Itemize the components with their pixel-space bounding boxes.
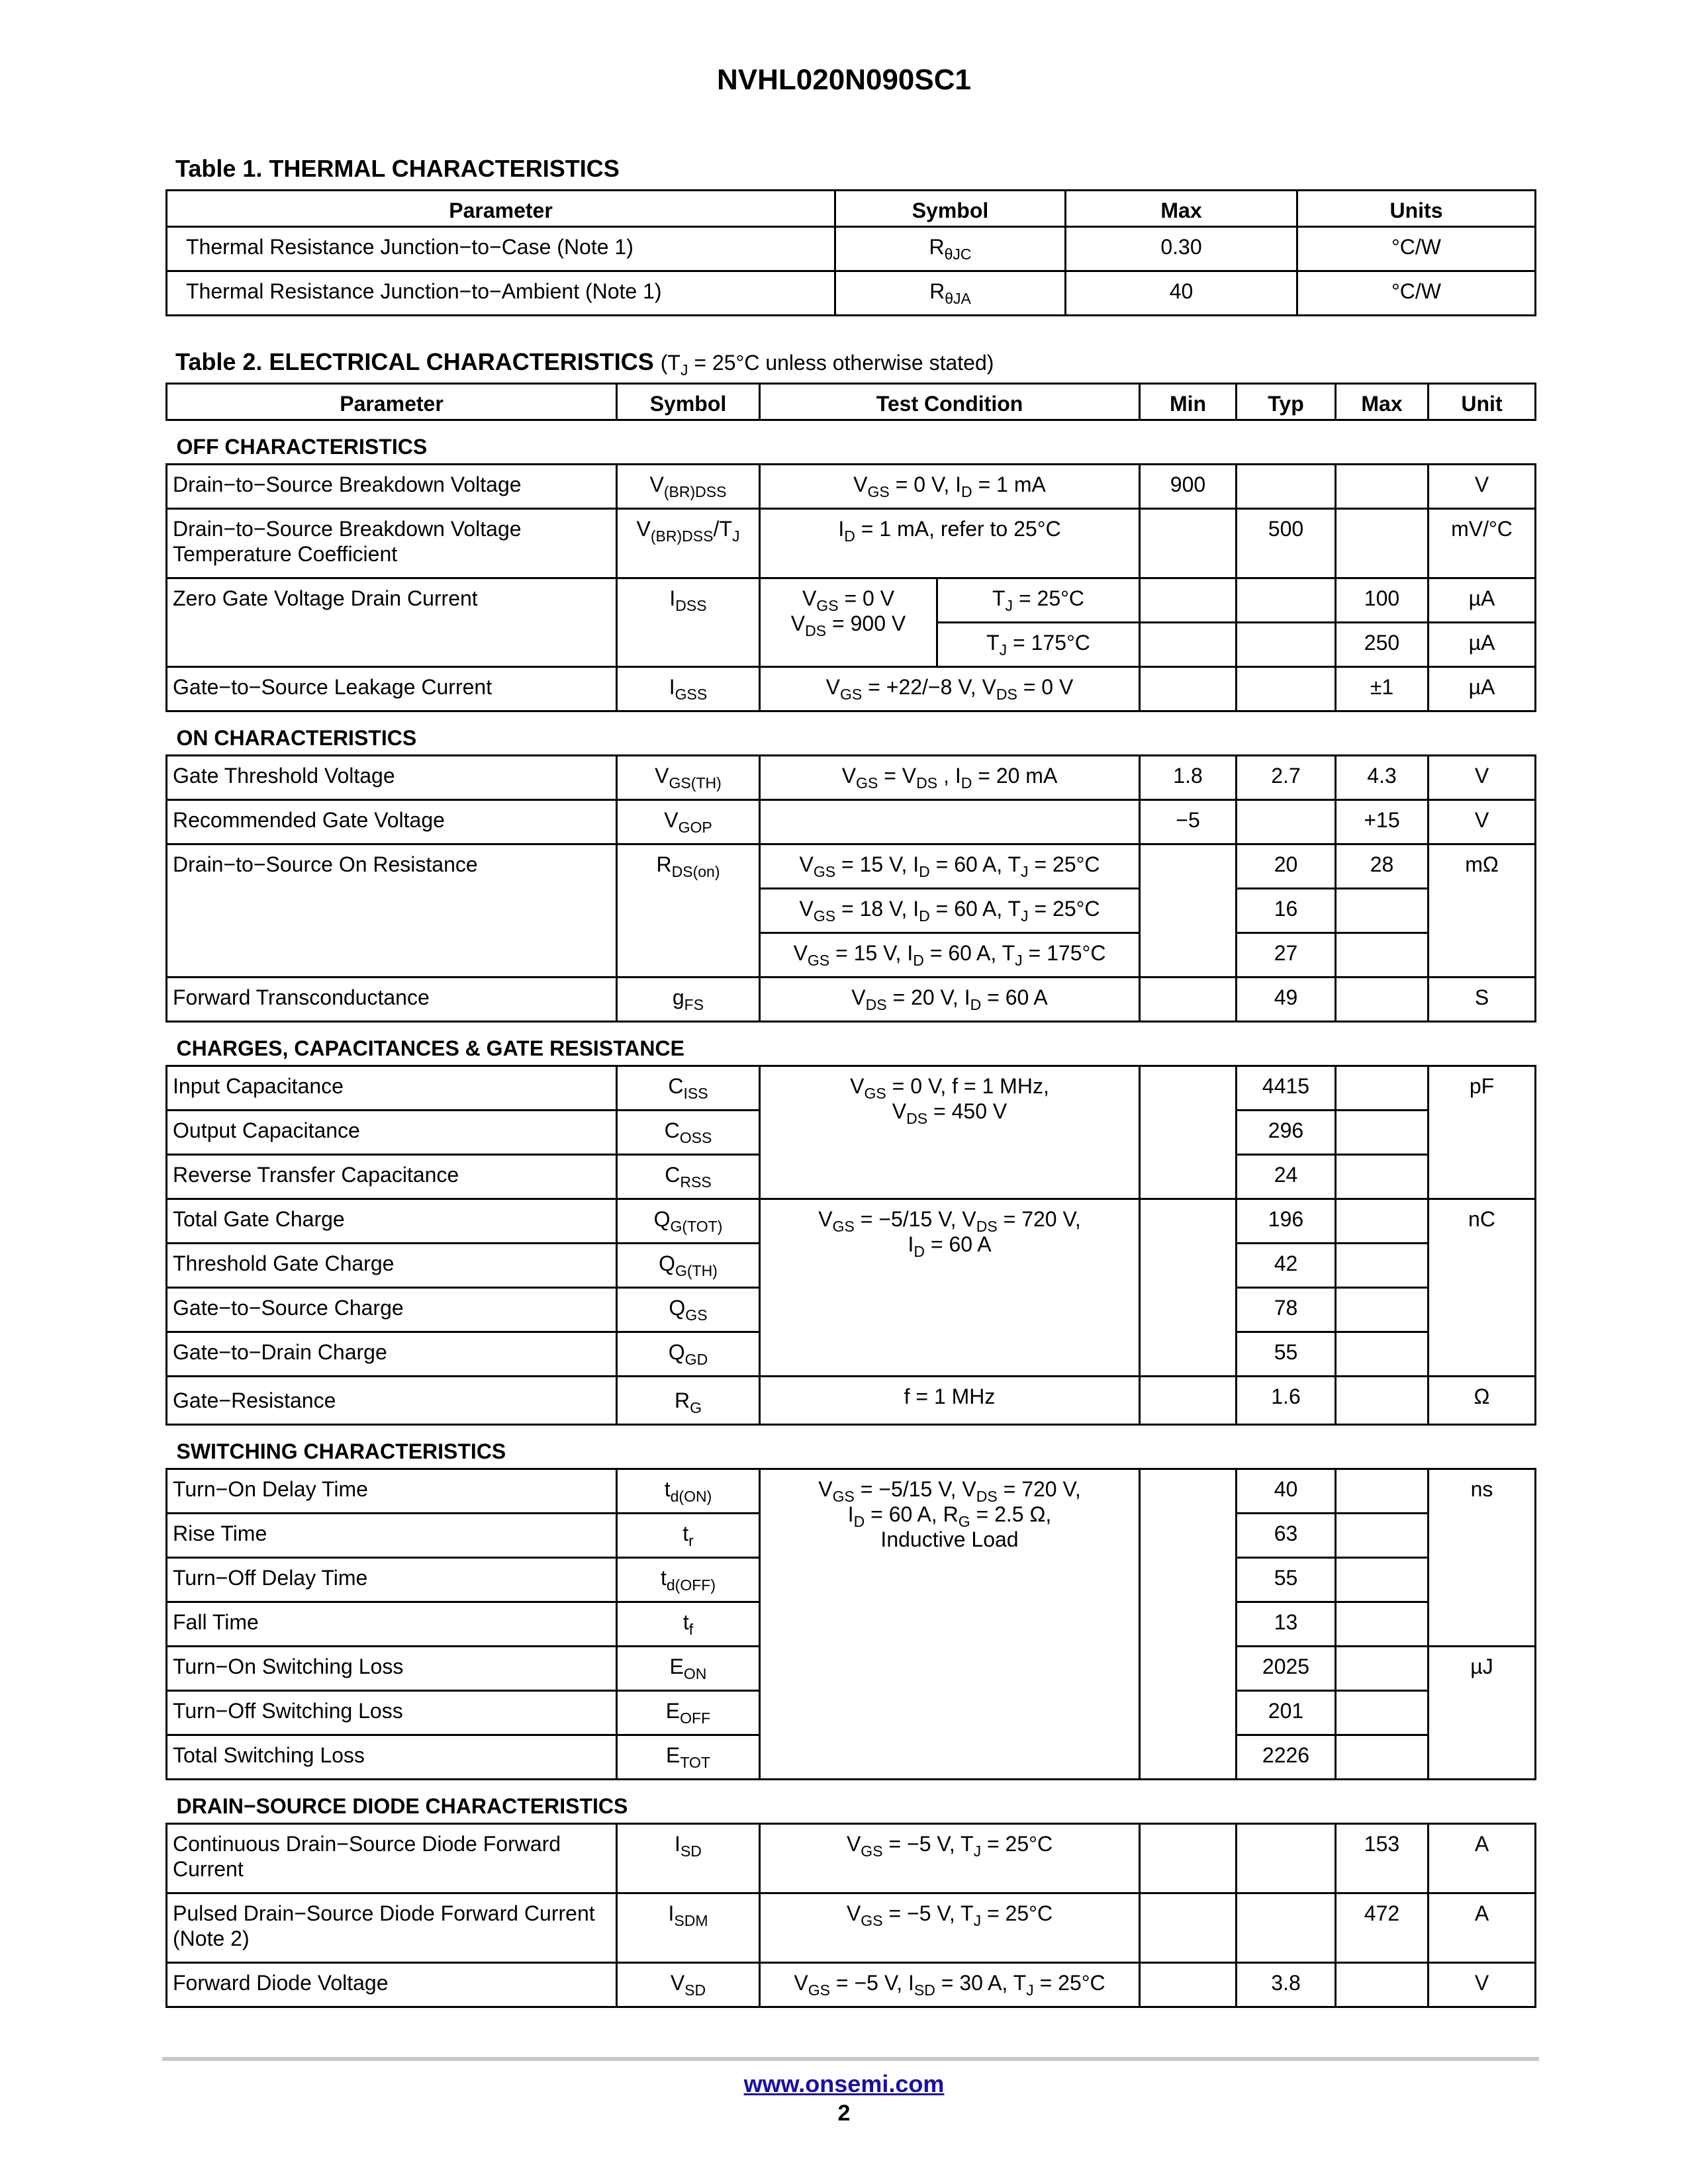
unit-cell: A — [1429, 1893, 1536, 1963]
min-cell — [1140, 509, 1237, 578]
max-cell — [1336, 1514, 1429, 1558]
parameter-cell: Forward Diode Voltage — [167, 1963, 617, 2007]
table-row — [167, 667, 1536, 711]
symbol-cell: $R_{\theta JC}$ — [835, 227, 1066, 271]
unit-cell: Ω — [1429, 1377, 1536, 1425]
condition-cell: $V_{GS} = -5/15$ V, $V_{DS} = 720$ V, $I_D = 60$ A — [760, 1199, 1140, 1377]
symbol-cell: $C_{RSS}$ — [617, 1155, 760, 1199]
typ-cell: 4415 — [1237, 1066, 1336, 1111]
max-cell: 472 — [1336, 1893, 1429, 1963]
parameter-cell: Reverse Transfer Capacitance — [167, 1155, 617, 1199]
condition-cell: $T_J = 175^\circ C$ — [937, 623, 1140, 667]
max-cell — [1336, 1602, 1429, 1647]
unit-cell: pF — [1429, 1066, 1536, 1199]
unit-cell: mΩ — [1429, 844, 1536, 978]
typ-cell — [1237, 1893, 1336, 1963]
col-header: Parameter — [167, 384, 617, 420]
symbol-cell: $I_{SDM}$ — [617, 1893, 760, 1963]
max-cell: 250 — [1336, 623, 1429, 667]
table-row — [167, 1377, 1536, 1425]
max-cell — [1336, 509, 1429, 578]
min-cell — [1140, 1066, 1237, 1199]
table-row — [167, 465, 1536, 509]
max-cell: 28 — [1336, 844, 1429, 889]
typ-cell: 2226 — [1237, 1735, 1336, 1780]
min-cell — [1140, 578, 1237, 623]
unit-cell: nC — [1429, 1199, 1536, 1377]
page-number: 2 — [837, 2101, 851, 2126]
parameter-cell: Gate−to−Source Leakage Current — [167, 667, 617, 711]
max-cell — [1336, 1691, 1429, 1735]
min-cell — [1140, 667, 1237, 711]
condition-cell: $V_{GS} = 18$ V, $I_D = 60$ A, $T_J = 25^\circ C$ — [760, 889, 1140, 933]
table-row — [167, 1199, 1536, 1244]
min-cell — [1140, 844, 1237, 978]
table-row — [167, 509, 1536, 578]
parameter-cell: Total Switching Loss — [167, 1735, 617, 1780]
col-header: Max — [1066, 191, 1297, 227]
section-heading: SWITCHING CHARACTERISTICS — [167, 1425, 1536, 1469]
max-cell — [1336, 1111, 1429, 1155]
table-row — [167, 1963, 1536, 2007]
parameter-cell: Rise Time — [167, 1514, 617, 1558]
min-cell — [1140, 623, 1237, 667]
table-row — [167, 1066, 1536, 1111]
typ-cell: 16 — [1237, 889, 1336, 933]
symbol-cell: $Q_{GD}$ — [617, 1332, 760, 1377]
max-cell — [1336, 465, 1429, 509]
condition-cell: $V_{GS} = 0$ V, $I_D = 1$ mA — [760, 465, 1140, 509]
symbol-cell: $t_f$ — [617, 1602, 760, 1647]
symbol-cell: $E_{ON}$ — [617, 1647, 760, 1691]
min-cell — [1140, 1377, 1237, 1425]
typ-cell — [1237, 667, 1336, 711]
typ-cell: 40 — [1237, 1469, 1336, 1514]
symbol-cell: $Q_{G(TOT)}$ — [617, 1199, 760, 1244]
parameter-cell: Threshold Gate Charge — [167, 1244, 617, 1288]
thermal-table — [165, 189, 1536, 316]
parameter-cell: Turn−On Delay Time — [167, 1469, 617, 1514]
unit-cell: V — [1429, 465, 1536, 509]
condition-cell: $V_{GS} = 0$ V $V_{DS} = 900$ V — [760, 578, 937, 667]
website-link[interactable]: www.onsemi.com — [743, 2070, 945, 2097]
parameter-cell: Turn−On Switching Loss — [167, 1647, 617, 1691]
min-cell — [1140, 1824, 1237, 1893]
unit-cell: V — [1429, 1963, 1536, 2007]
table2-caption: Table 2. ELECTRICAL CHARACTERISTICS ($T_J = 25^\circ C$ unless otherwise stated) — [175, 348, 994, 379]
typ-cell: 2025 — [1237, 1647, 1336, 1691]
parameter-cell: Thermal Resistance Junction−to−Case (Note 1) — [167, 227, 835, 271]
typ-cell: 2.7 — [1237, 756, 1336, 800]
symbol-cell: $C_{ISS}$ — [617, 1066, 760, 1111]
max-cell — [1336, 1735, 1429, 1780]
condition-cell: $V_{DS} = 20$ V, $I_D = 60$ A — [760, 978, 1140, 1022]
symbol-cell: $I_{DSS}$ — [617, 578, 760, 667]
section-heading: ON CHARACTERISTICS — [167, 711, 1536, 756]
typ-cell: 13 — [1237, 1602, 1336, 1647]
symbol-cell: $g_{FS}$ — [617, 978, 760, 1022]
min-cell — [1140, 978, 1237, 1022]
min-cell — [1140, 1963, 1237, 2007]
footer-divider — [162, 2057, 1539, 2061]
max-cell — [1336, 889, 1429, 933]
parameter-cell: Drain−to−Source Breakdown Voltage — [167, 465, 617, 509]
max-cell — [1336, 1469, 1429, 1514]
typ-cell: 296 — [1237, 1111, 1336, 1155]
max-cell — [1336, 1332, 1429, 1377]
symbol-cell: $R_{DS(on)}$ — [617, 844, 760, 978]
max-cell: 153 — [1336, 1824, 1429, 1893]
condition-cell — [760, 800, 1140, 844]
units-cell: °C/W — [1297, 227, 1536, 271]
parameter-cell: Thermal Resistance Junction−to−Ambient (Note 1) — [167, 271, 835, 316]
parameter-cell: Drain−to−Source Breakdown Voltage Temperature Coefficient — [167, 509, 617, 578]
max-cell — [1336, 1155, 1429, 1199]
symbol-cell: $I_{GSS}$ — [617, 667, 760, 711]
max-cell — [1336, 1244, 1429, 1288]
condition-cell: $I_D = 1$ mA, refer to 25°C — [760, 509, 1140, 578]
unit-cell: A — [1429, 1824, 1536, 1893]
max-cell: ±1 — [1336, 667, 1429, 711]
min-cell: 900 — [1140, 465, 1237, 509]
units-cell: °C/W — [1297, 271, 1536, 316]
typ-cell: 500 — [1237, 509, 1336, 578]
unit-cell: µJ — [1429, 1647, 1536, 1780]
unit-cell: V — [1429, 756, 1536, 800]
symbol-cell: $t_r$ — [617, 1514, 760, 1558]
unit-cell: ns — [1429, 1469, 1536, 1647]
max-cell — [1336, 1558, 1429, 1602]
max-cell — [1336, 1377, 1429, 1425]
parameter-cell: Gate−to−Drain Charge — [167, 1332, 617, 1377]
min-cell — [1140, 1469, 1237, 1780]
typ-cell: 49 — [1237, 978, 1336, 1022]
parameter-cell: Drain−to−Source On Resistance — [167, 844, 617, 978]
parameter-cell: Turn−Off Delay Time — [167, 1558, 617, 1602]
unit-cell: µA — [1429, 578, 1536, 623]
col-header: Symbol — [617, 384, 760, 420]
max-cell — [1336, 1199, 1429, 1244]
typ-cell: 201 — [1237, 1691, 1336, 1735]
col-header: Unit — [1429, 384, 1536, 420]
symbol-cell: $Q_{G(TH)}$ — [617, 1244, 760, 1288]
symbol-cell: $E_{OFF}$ — [617, 1691, 760, 1735]
symbol-cell: $R_{\theta JA}$ — [835, 271, 1066, 316]
table-row — [167, 800, 1536, 844]
typ-cell — [1237, 578, 1336, 623]
symbol-cell: $V_{(BR)DSS}/T_J$ — [617, 509, 760, 578]
condition-cell: $V_{GS} = -5$ V, $T_J = 25^\circ C$ — [760, 1824, 1140, 1893]
parameter-cell: Turn−Off Switching Loss — [167, 1691, 617, 1735]
typ-cell: 78 — [1237, 1288, 1336, 1332]
symbol-cell: $V_{GS(TH)}$ — [617, 756, 760, 800]
typ-cell: 63 — [1237, 1514, 1336, 1558]
parameter-cell: Gate−to−Source Charge — [167, 1288, 617, 1332]
table-row — [167, 271, 1536, 316]
col-header: Test Condition — [760, 384, 1140, 420]
max-cell: 4.3 — [1336, 756, 1429, 800]
condition-cell: $V_{GS} = V_{DS}$ , $I_D = 20$ mA — [760, 756, 1140, 800]
col-header: Min — [1140, 384, 1237, 420]
max-cell — [1336, 933, 1429, 978]
unit-cell: S — [1429, 978, 1536, 1022]
parameter-cell: Output Capacitance — [167, 1111, 617, 1155]
max-cell: +15 — [1336, 800, 1429, 844]
symbol-cell: $t_{d(OFF)}$ — [617, 1558, 760, 1602]
condition-cell: $V_{GS} = 15$ V, $I_D = 60$ A, $T_J = 25^\circ C$ — [760, 844, 1140, 889]
section-heading: DRAIN−SOURCE DIODE CHARACTERISTICS — [167, 1780, 1536, 1824]
typ-cell: 1.6 — [1237, 1377, 1336, 1425]
col-header: Typ — [1237, 384, 1336, 420]
table-row — [167, 1469, 1536, 1514]
condition-cell: $V_{GS} = -5/15$ V, $V_{DS} = 720$ V, $I_D = 60$ A, $R_G = 2.5$ Ω, Inductive Load — [760, 1469, 1140, 1780]
typ-cell: 27 — [1237, 933, 1336, 978]
symbol-cell: $I_{SD}$ — [617, 1824, 760, 1893]
table1-caption: Table 1. THERMAL CHARACTERISTICS — [175, 155, 620, 182]
symbol-cell: $E_{TOT}$ — [617, 1735, 760, 1780]
table-row — [167, 578, 1536, 623]
table-row — [167, 1824, 1536, 1893]
typ-cell: 42 — [1237, 1244, 1336, 1288]
unit-cell: V — [1429, 800, 1536, 844]
symbol-cell: $V_{GOP}$ — [617, 800, 760, 844]
symbol-cell: $V_{(BR)DSS}$ — [617, 465, 760, 509]
condition-cell: f = 1 MHz — [760, 1377, 1140, 1425]
max-cell — [1336, 978, 1429, 1022]
condition-cell: $V_{GS} = -5$ V, $T_J = 25^\circ C$ — [760, 1893, 1140, 1963]
symbol-cell: $V_{SD}$ — [617, 1963, 760, 2007]
max-cell: 40 — [1066, 271, 1297, 316]
electrical-table — [165, 383, 1536, 2008]
col-header: Symbol — [835, 191, 1066, 227]
typ-cell — [1237, 623, 1336, 667]
unit-cell: µA — [1429, 623, 1536, 667]
page-title: NVHL020N090SC1 — [717, 64, 971, 96]
section-heading: OFF CHARACTERISTICS — [167, 420, 1536, 465]
parameter-cell: Gate Threshold Voltage — [167, 756, 617, 800]
col-header: Max — [1336, 384, 1429, 420]
max-cell — [1336, 1288, 1429, 1332]
max-cell: 100 — [1336, 578, 1429, 623]
typ-cell: 55 — [1237, 1332, 1336, 1377]
min-cell: −5 — [1140, 800, 1237, 844]
parameter-cell: Pulsed Drain−Source Diode Forward Current (Note 2) — [167, 1893, 617, 1963]
typ-cell: 196 — [1237, 1199, 1336, 1244]
table-row — [167, 844, 1536, 889]
parameter-cell: Gate−Resistance — [167, 1377, 617, 1425]
min-cell — [1140, 1199, 1237, 1377]
symbol-cell: $Q_{GS}$ — [617, 1288, 760, 1332]
symbol-cell: $C_{OSS}$ — [617, 1111, 760, 1155]
condition-cell: $V_{GS} = 15$ V, $I_D = 60$ A, $T_J = 175^\circ C$ — [760, 933, 1140, 978]
typ-cell: 3.8 — [1237, 1963, 1336, 2007]
condition-cell: $V_{GS} = 0$ V, f = 1 MHz, $V_{DS} = 450$ V — [760, 1066, 1140, 1199]
max-cell — [1336, 1647, 1429, 1691]
parameter-cell: Total Gate Charge — [167, 1199, 617, 1244]
col-header: Parameter — [167, 191, 835, 227]
typ-cell — [1237, 800, 1336, 844]
table-row — [167, 978, 1536, 1022]
parameter-cell: Fall Time — [167, 1602, 617, 1647]
unit-cell: µA — [1429, 667, 1536, 711]
parameter-cell: Zero Gate Voltage Drain Current — [167, 578, 617, 667]
condition-cell: $V_{GS} = +22/-8$ V, $V_{DS} = 0$ V — [760, 667, 1140, 711]
table-row — [167, 227, 1536, 271]
parameter-cell: Continuous Drain−Source Diode Forward Current — [167, 1824, 617, 1893]
symbol-cell: $t_{d(ON)}$ — [617, 1469, 760, 1514]
typ-cell — [1237, 1824, 1336, 1893]
typ-cell: 24 — [1237, 1155, 1336, 1199]
max-cell — [1336, 1963, 1429, 2007]
min-cell — [1140, 1893, 1237, 1963]
symbol-cell: $R_G$ — [617, 1377, 760, 1425]
max-cell: 0.30 — [1066, 227, 1297, 271]
parameter-cell: Forward Transconductance — [167, 978, 617, 1022]
max-cell — [1336, 1066, 1429, 1111]
typ-cell — [1237, 465, 1336, 509]
parameter-cell: Recommended Gate Voltage — [167, 800, 617, 844]
table-row — [167, 1893, 1536, 1963]
condition-cell: $V_{GS} = -5$ V, $I_{SD} = 30$ A, $T_J = 25^\circ C$ — [760, 1963, 1140, 2007]
typ-cell: 20 — [1237, 844, 1336, 889]
section-heading: CHARGES, CAPACITANCES & GATE RESISTANCE — [167, 1022, 1536, 1066]
col-header: Units — [1297, 191, 1536, 227]
min-cell: 1.8 — [1140, 756, 1237, 800]
typ-cell: 55 — [1237, 1558, 1336, 1602]
table-row — [167, 756, 1536, 800]
parameter-cell: Input Capacitance — [167, 1066, 617, 1111]
condition-cell: $T_J = 25^\circ C$ — [937, 578, 1140, 623]
unit-cell: mV/°C — [1429, 509, 1536, 578]
